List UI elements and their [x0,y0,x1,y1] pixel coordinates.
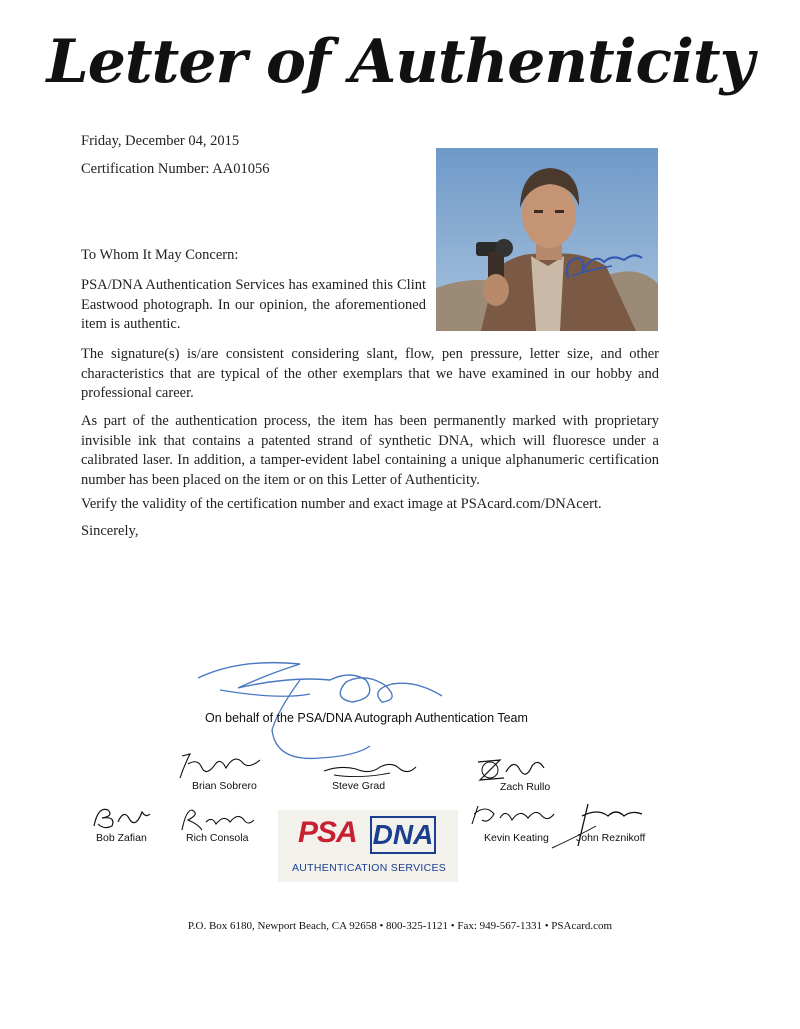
certification-number: Certification Number: AA01056 [81,161,270,177]
zach-rullo-name: Zach Rullo [500,781,551,793]
kevin-keating-signature [466,800,556,832]
john-reznikoff-name: John Reznikoff [576,832,646,844]
psa-dna-logo [278,810,458,882]
rich-consola-signature [176,804,256,834]
logo-psa: PSA [298,816,357,849]
rich-consola-name: Rich Consola [186,832,249,844]
logo-dna: DNA [370,816,436,854]
bob-zafian-name: Bob Zafian [96,832,147,844]
bob-zafian-signature [88,802,152,832]
signed-photograph [436,148,658,331]
letter-title [0,14,800,104]
brian-sobrero-signature [176,748,266,784]
paragraph-examined: PSA/DNA Authentication Services has examined this Clint Eastwood photograph. In our opinion, the aforementioned item is authentic. [81,277,426,332]
salutation: To Whom It May Concern: [81,247,239,263]
footer-address: P.O. Box 6180, Newport Beach, CA 92658 • 800-325-1121 • Fax: 949-567-1331 • PSAcard.com [187,920,613,932]
closing: Sincerely, [81,523,139,539]
logo-subtitle: AUTHENTICATION SERVICES [292,862,447,874]
paragraph-signature: The signature(s) is/are consistent considering slant, flow, pen pressure, letter size, and other characteristics that are typical of the other exemplars that we have examined in our hobby and professional career. [81,346,659,401]
paragraph-verify: Verify the validity of the certification number and exact image at PSAcard.com/DNAcert. [81,496,602,512]
kevin-keating-name: Kevin Keating [484,832,549,844]
team-line: On behalf of the PSA/DNA Autograph Authentication Team [205,711,528,725]
title-text: Letter of Authenticity [46,27,754,97]
brian-sobrero-name: Brian Sobrero [192,780,257,792]
paragraph-process: As part of the authentication process, the item has been permanently marked with proprietary invisible ink that contains a patented strand of synthetic DNA, which will fluoresce under a calibrated laser. In addition, a tamper-evident label containing a unique alphanumeric certification number has been placed on the item or on this Letter of Authenticity. [81,413,659,488]
letter-date: Friday, December 04, 2015 [81,133,240,149]
steve-grad-name: Steve Grad [332,780,386,792]
